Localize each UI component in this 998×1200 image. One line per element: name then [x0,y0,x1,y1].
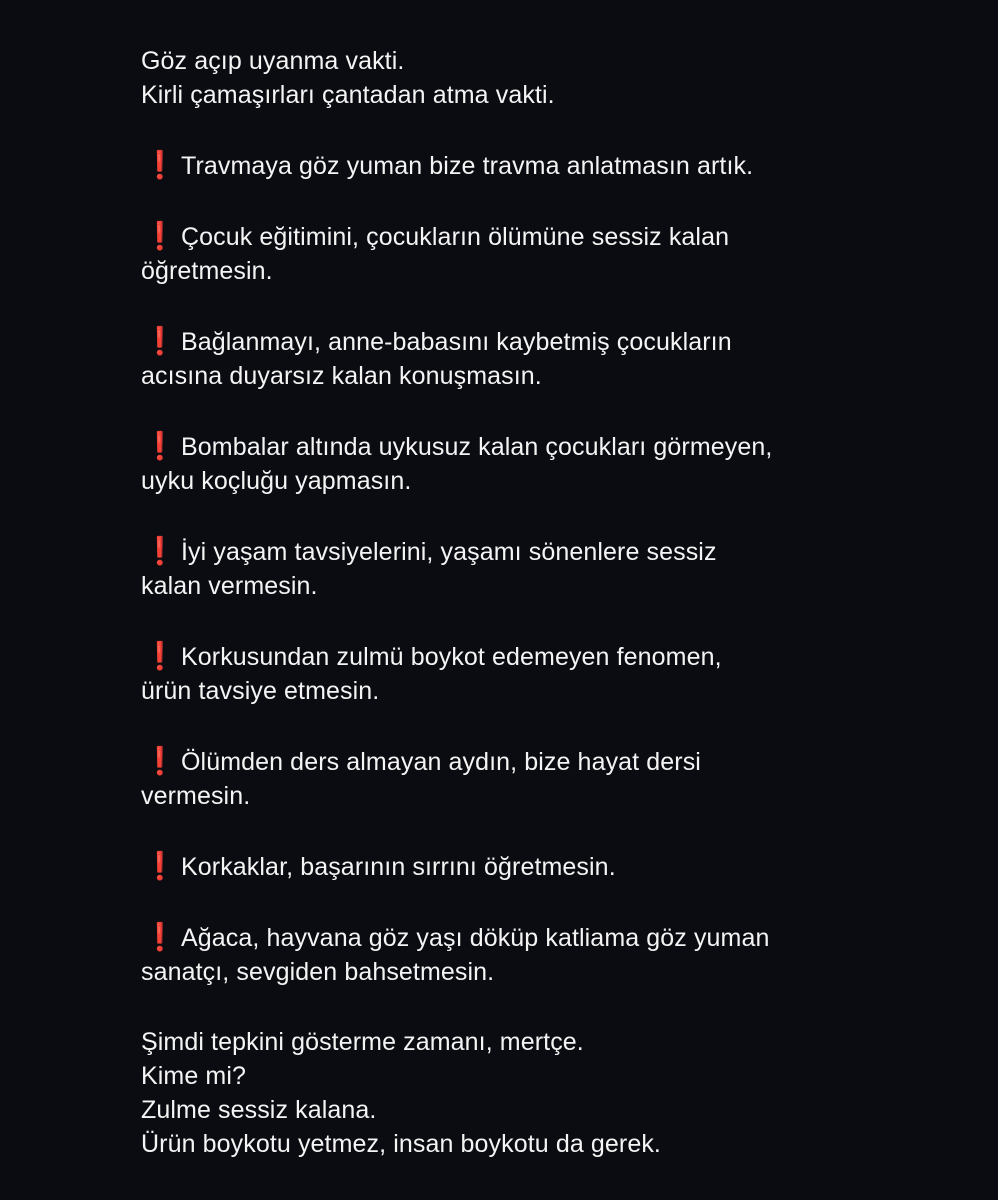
outro-line: Kime mi? [141,1062,246,1090]
exclamation-icon: ❗ [143,221,177,251]
list-item-text: uyku koçluğu yapmasın. [141,467,412,495]
list-item-text: ürün tavsiye etmesin. [141,677,380,705]
list-item-text: sanatçı, sevgiden bahsetmesin. [141,958,495,986]
list-item [141,849,961,884]
exclamation-icon: ❗ [143,431,177,461]
exclamation-icon: ❗ [143,746,177,776]
exclamation-icon: ❗ [143,536,177,566]
outro-line: Şimdi tepkini gösterme zamanı, mertçe. [141,1028,584,1056]
intro-block [141,44,961,112]
list-item-text: İyi yaşam tavsiyelerini, yaşamı sönenlere sessiz [181,538,717,566]
list-item [141,324,961,393]
list-item [141,148,961,183]
list-item-text: acısına duyarsız kalan konuşmasın. [141,362,542,390]
list-item [141,744,961,813]
list-item [141,534,961,603]
list-item-text: Ağaca, hayvana göz yaşı döküp katliama göz yuman [181,924,770,952]
outro-line: Ürün boykotu yetmez, insan boykotu da gerek. [141,1130,661,1158]
list-item [141,219,961,288]
intro-line: Kirli çamaşırları çantadan atma vakti. [141,81,555,109]
list-item-text: vermesin. [141,782,251,810]
list-item [141,639,961,708]
list-item-text: öğretmesin. [141,257,273,285]
list-item [141,429,961,498]
list-item-text: Korkaklar, başarının sırrını öğretmesin. [181,853,616,881]
exclamation-icon: ❗ [143,326,177,356]
list-item-text: kalan vermesin. [141,572,318,600]
outro-block [141,1025,961,1161]
exclamation-icon: ❗ [143,922,177,952]
outro-line: Zulme sessiz kalana. [141,1096,377,1124]
list-item-text: Bombalar altında uykusuz kalan çocukları görmeyen, [181,433,773,461]
list-item-text: Bağlanmayı, anne-babasını kaybetmiş çocukların [181,328,732,356]
list-item-text: Travmaya göz yuman bize travma anlatmasın artık. [181,152,754,180]
list-item-text: Çocuk eğitimini, çocukların ölümüne sessiz kalan [181,223,730,251]
list-item-text: Ölümden ders almayan aydın, bize hayat dersi [181,748,701,776]
list-item-text: Korkusundan zulmü boykot edemeyen fenomen, [181,643,722,671]
note-body [141,44,961,1161]
list-item [141,920,961,989]
exclamation-icon: ❗ [143,641,177,671]
exclamation-icon: ❗ [143,851,177,881]
intro-line: Göz açıp uyanma vakti. [141,47,405,75]
exclamation-icon: ❗ [143,150,177,180]
